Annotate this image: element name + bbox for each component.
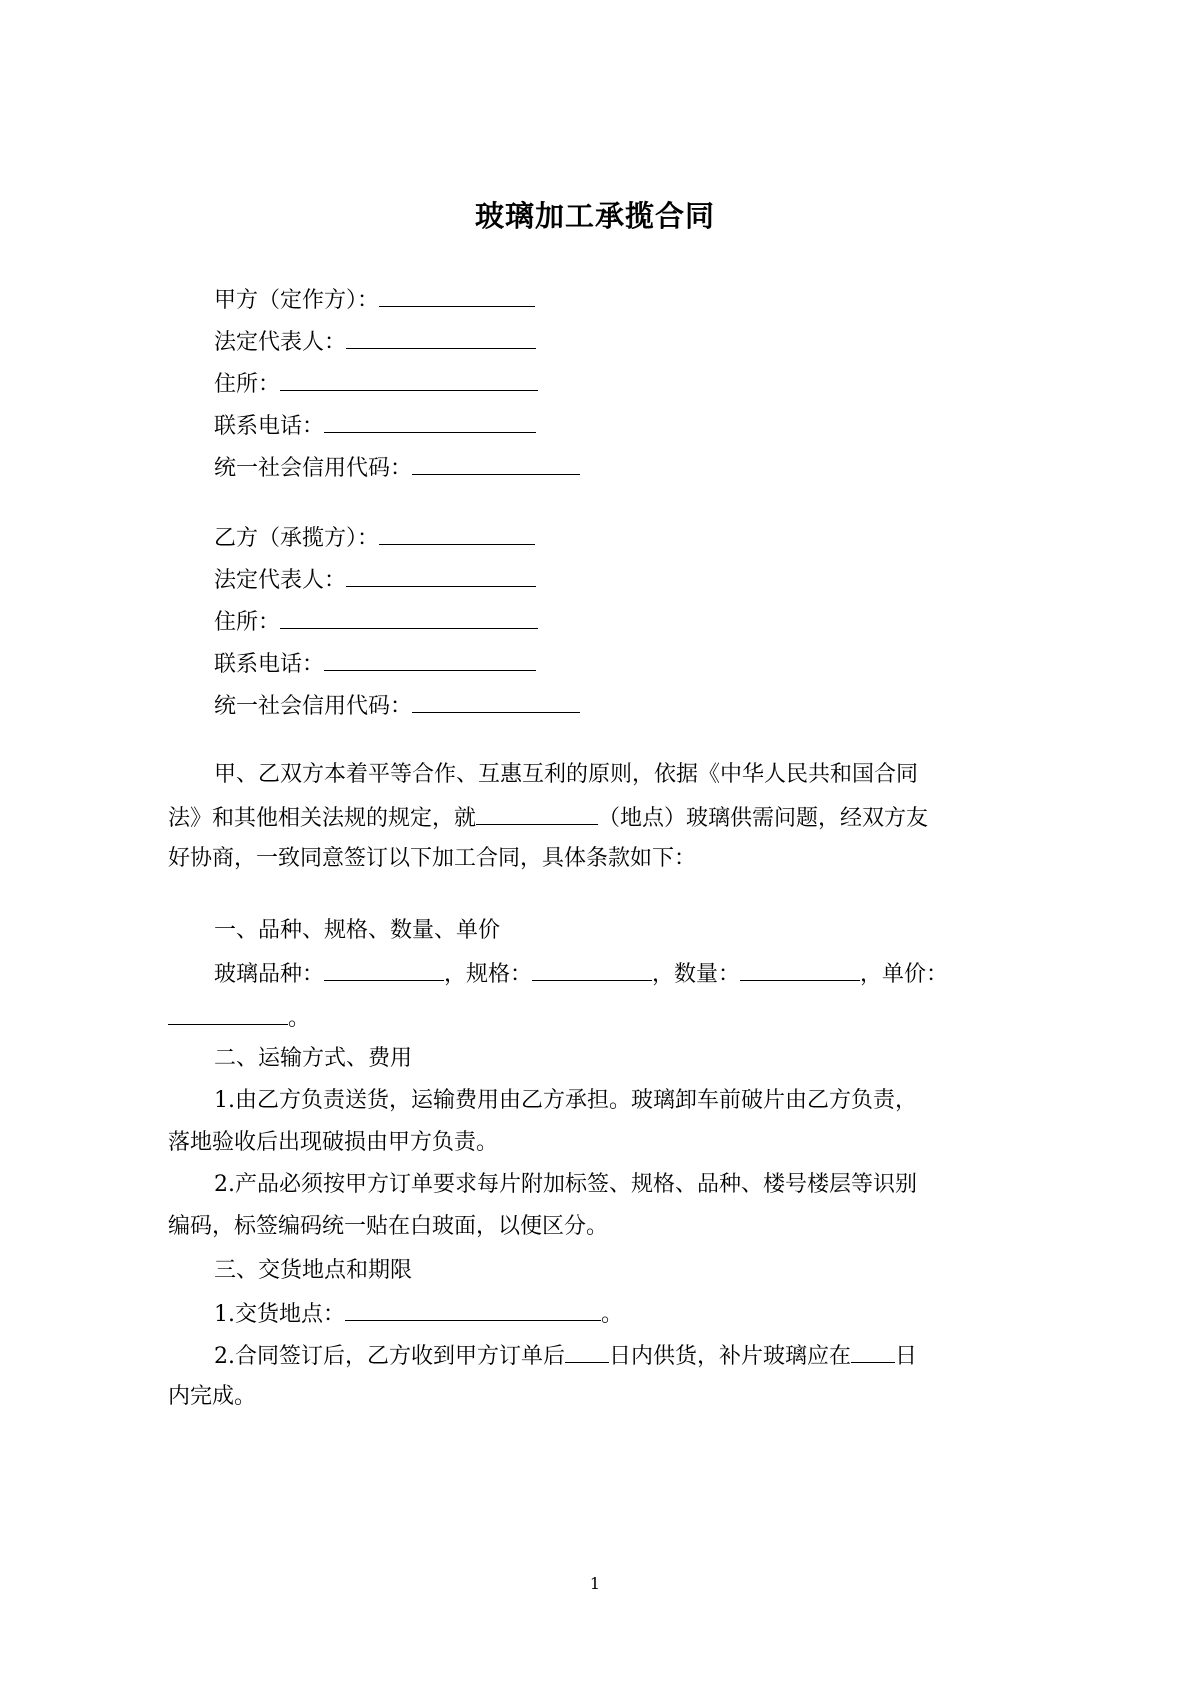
section-2-heading: 二、运输方式、费用 bbox=[214, 1046, 413, 1071]
party-a-address-label: 住所： bbox=[214, 372, 281, 397]
party-a-phone-row bbox=[214, 410, 536, 442]
delivery-time-row bbox=[214, 1340, 917, 1372]
unit-price-row bbox=[168, 1002, 310, 1034]
delivery-place-blank bbox=[345, 1298, 601, 1321]
party-a-credit-blank bbox=[412, 452, 580, 475]
unit-price-label: ，单价： bbox=[860, 962, 949, 987]
section-2-item-2-line-2: 编码，标签编码统一贴在白玻面，以便区分。 bbox=[168, 1214, 609, 1239]
variety-blank bbox=[324, 958, 444, 981]
variety-label: 玻璃品种： bbox=[214, 962, 325, 987]
party-a-rep-row bbox=[214, 326, 536, 358]
spec-blank bbox=[532, 958, 652, 981]
page-number: 1 bbox=[589, 1574, 601, 1593]
party-b-rep-row bbox=[214, 564, 536, 596]
replacement-days-blank bbox=[851, 1340, 895, 1363]
party-b-phone-label: 联系电话： bbox=[214, 652, 325, 677]
delivery-time-text-1: 2.合同签订后，乙方收到甲方订单后 bbox=[214, 1344, 565, 1369]
party-a-phone-label: 联系电话： bbox=[214, 414, 325, 439]
delivery-time-line-2: 内完成。 bbox=[168, 1384, 257, 1409]
preamble-line-2-end: （地点）玻璃供需问题，经双方友 bbox=[598, 806, 929, 831]
party-b-address-label: 住所： bbox=[214, 610, 281, 635]
party-a-rep-label: 法定代表人： bbox=[214, 330, 347, 355]
party-b-credit-label: 统一社会信用代码： bbox=[214, 694, 413, 719]
document-title: 玻璃加工承揽合同 bbox=[474, 199, 715, 233]
party-a-rep-blank bbox=[346, 326, 536, 349]
preamble-line-1: 甲、乙双方本着平等合作、互惠互利的原则，依据《中华人民共和国合同 bbox=[214, 762, 919, 787]
delivery-place-label: 1.交货地点： bbox=[214, 1302, 345, 1327]
party-b-phone-blank bbox=[324, 648, 536, 671]
party-a-name-blank bbox=[379, 284, 535, 307]
party-a-address-blank bbox=[280, 368, 538, 391]
party-a-credit-row bbox=[214, 452, 580, 484]
preamble-line-2 bbox=[168, 802, 928, 834]
party-b-address-row bbox=[214, 606, 538, 638]
party-b-rep-blank bbox=[346, 564, 536, 587]
party-b-name-label: 乙方（承揽方）： bbox=[214, 526, 380, 551]
party-a-name-label: 甲方（定作方）： bbox=[214, 288, 380, 313]
quantity-blank bbox=[740, 958, 860, 981]
party-b-phone-row bbox=[214, 648, 536, 680]
section-1-fields-row bbox=[214, 958, 948, 990]
delivery-place-end: 。 bbox=[601, 1302, 624, 1327]
party-a-credit-label: 统一社会信用代码： bbox=[214, 456, 413, 481]
party-b-rep-label: 法定代表人： bbox=[214, 568, 347, 593]
location-blank bbox=[476, 802, 598, 825]
section-1-heading: 一、品种、规格、数量、单价 bbox=[214, 918, 501, 943]
quantity-label: ，数量： bbox=[652, 962, 741, 987]
party-b-credit-row bbox=[214, 690, 580, 722]
party-a-phone-blank bbox=[324, 410, 536, 433]
section-2-item-1-line-1: 1.由乙方负责送货，运输费用由乙方承担。玻璃卸车前破片由乙方负责， bbox=[214, 1088, 917, 1113]
party-b-name-row bbox=[214, 522, 535, 554]
unit-price-end: 。 bbox=[288, 1006, 311, 1031]
delivery-time-text-3: 日 bbox=[895, 1344, 918, 1369]
unit-price-blank bbox=[168, 1002, 288, 1025]
supply-days-blank bbox=[565, 1340, 609, 1363]
party-a-address-row bbox=[214, 368, 538, 400]
spec-label: ，规格： bbox=[444, 962, 533, 987]
delivery-time-text-2: 日内供货，补片玻璃应在 bbox=[609, 1344, 852, 1369]
party-b-credit-blank bbox=[412, 690, 580, 713]
section-2-item-1-line-2: 落地验收后出现破损由甲方负责。 bbox=[168, 1130, 499, 1155]
section-3-heading: 三、交货地点和期限 bbox=[214, 1258, 413, 1283]
preamble-line-3: 好协商，一致同意签订以下加工合同，具体条款如下： bbox=[168, 846, 697, 871]
party-b-name-blank bbox=[379, 522, 535, 545]
delivery-place-row bbox=[214, 1298, 623, 1330]
section-2-item-2-line-1: 2.产品必须按甲方订单要求每片附加标签、规格、品种、楼号楼层等识别 bbox=[214, 1172, 917, 1197]
party-b-address-blank bbox=[280, 606, 538, 629]
party-a-name-row bbox=[214, 284, 535, 316]
preamble-line-2-start: 法》和其他相关法规的规定，就 bbox=[168, 806, 477, 831]
